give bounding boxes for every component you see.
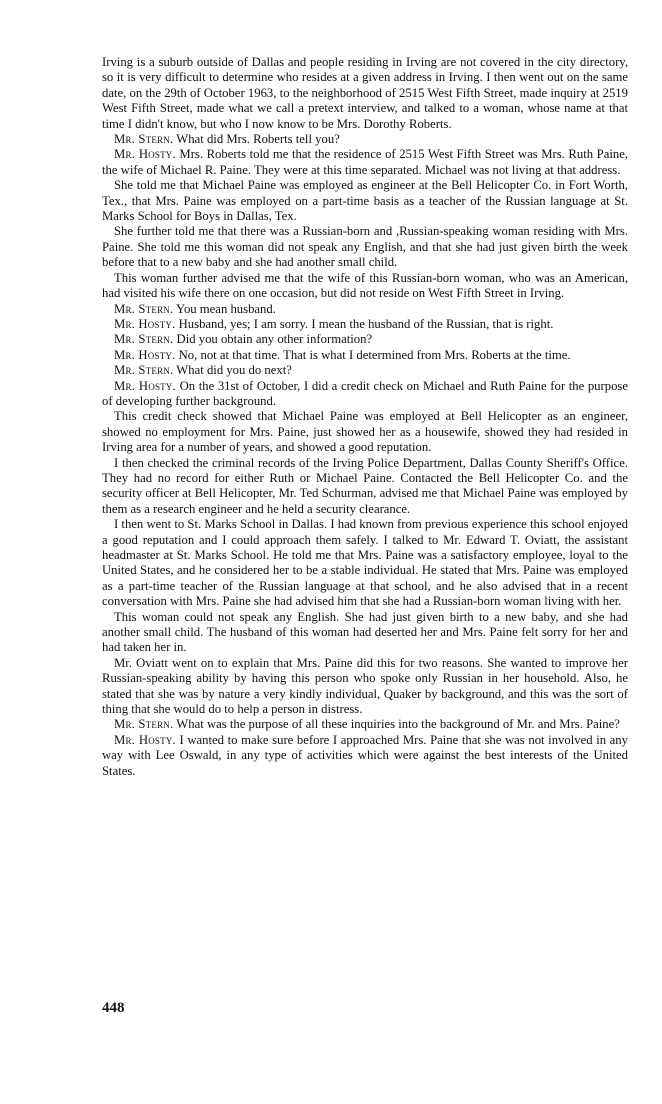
- text-paragraph: [102, 456, 628, 518]
- text-paragraph: [102, 224, 628, 270]
- paragraph-text: Irving is a suburb outside of Dallas and people residing in Irving are not covered in the city directory, so it is very difficult to determine who resides at a given address in Irving. I then went out on the same date, on the 29th of October 1963, to the neighborhood of 2515 West Fifth Street, made inquiry at 2519 West Fifth Street, made what we call a pretext interview, and talked to a woman, whose name at that time I didn't know, but who I now know to be Mrs. Dorothy Roberts.: [102, 55, 628, 131]
- text-paragraph: [102, 409, 628, 455]
- paragraph-text: You mean husband.: [173, 301, 276, 316]
- testimony-paragraph: [102, 733, 628, 779]
- speaker-label: Mr. Stern.: [114, 332, 174, 347]
- testimony-paragraph: [102, 302, 628, 317]
- text-paragraph: [102, 271, 628, 302]
- paragraph-text: Husband, yes; I am sorry. I mean the husband of the Russian, that is right.: [175, 316, 554, 331]
- speaker-label: Mr. Hosty.: [114, 347, 176, 362]
- paragraph-text: On the 31st of October, I did a credit check on Michael and Ruth Paine for the purpose of developing further background.: [102, 378, 629, 408]
- speaker-label: Mr. Hosty.: [114, 378, 176, 393]
- speaker-label: Mr. Hosty.: [114, 316, 176, 331]
- paragraph-text: Mrs. Roberts told me that the residence of 2515 West Fifth Street was Mrs. Ruth Paine, the wife of Michael R. Paine. They were at this time separated. Michael was not living at that address.: [102, 147, 628, 177]
- paragraph-text: Did you obtain any other information?: [173, 332, 373, 347]
- speaker-label: Mr. Stern.: [114, 363, 174, 378]
- testimony-paragraph: [102, 132, 628, 147]
- paragraph-text: What was the purpose of all these inquiries into the background of Mr. and Mrs. Paine?: [173, 717, 620, 732]
- speaker-label: Mr. Hosty.: [114, 147, 176, 162]
- speaker-label: Mr. Stern.: [114, 301, 174, 316]
- text-paragraph: [102, 610, 628, 656]
- document-body: [102, 55, 628, 779]
- paragraph-text: She further told me that there was a Russian-born and ,Russian-speaking woman residing with Mrs. Paine. She told me this woman did not speak any English, and that she had just given birth the week before that to a new baby and she had another small child.: [102, 224, 628, 270]
- text-paragraph: [102, 55, 628, 132]
- testimony-paragraph: [102, 147, 628, 178]
- paragraph-text: I then checked the criminal records of the Irving Police Department, Dallas County Sheriff's Office. They had no record for either Ruth or Michael Paine. Contacted the Bell Helicopter Co. and the security officer at Bell Helicopter, Mr. Ted Schurman, advised me that Michael Paine was employed by them as a research engineer and he held a security clearance.: [102, 455, 628, 516]
- paragraph-text: What did you do next?: [173, 363, 292, 378]
- testimony-paragraph: [102, 363, 628, 378]
- speaker-label: Mr. Hosty.: [114, 732, 176, 747]
- text-paragraph: [102, 656, 628, 718]
- page-number: 448: [102, 1000, 125, 1016]
- speaker-label: Mr. Stern.: [114, 717, 174, 732]
- paragraph-text: I then went to St. Marks School in Dallas. I had known from previous experience this school enjoyed a good reputation and I could approach them safely. I talked to Mr. Edward T. Oviatt, the assistant headmaster at St. Marks School. He told me that Mrs. Paine was a satisfactory employee, loyal to the United States, and he considered her to be a stable individual. He stated that Mrs. Paine was employed as a part-time teacher of the Russian language at that school, and he also advised that in a recent conversation with Mrs. Paine she had advised him that she had a Russian-born woman living with her.: [102, 517, 628, 609]
- text-paragraph: [102, 517, 628, 609]
- paragraph-text: This credit check showed that Michael Paine was employed at Bell Helicopter as an engineer, showed no employment for Mrs. Paine, just showed her as a housewife, showed they had resided in Irving area for a number of years, and showed a good reputation.: [102, 409, 628, 455]
- paragraph-text: Mr. Oviatt went on to explain that Mrs. Paine did this for two reasons. She wanted to improve her Russian-speaking ability by having this person who spoke only Russian in her household. Also, he stated that she was by nature a very kindly individual, Quaker by background, and this was the sort of thing that she would do to help a person in distress.: [102, 655, 628, 717]
- paragraph-text: What did Mrs. Roberts tell you?: [173, 132, 340, 147]
- testimony-paragraph: [102, 332, 628, 347]
- paragraph-text: This woman could not speak any English. She had just given birth to a new baby, and she had another small child. The husband of this woman had deserted her and Mrs. Paine felt sorry for her and had taken her in.: [102, 609, 628, 655]
- text-paragraph: [102, 178, 628, 224]
- speaker-label: Mr. Stern.: [114, 132, 174, 147]
- testimony-paragraph: [102, 317, 628, 332]
- testimony-paragraph: [102, 717, 628, 732]
- paragraph-text: This woman further advised me that the wife of this Russian-born woman, who was an American, had visited his wife there on one occasion, but did not reside on West Fifth Street in Irving.: [102, 270, 628, 301]
- paragraph-text: I wanted to make sure before I approached Mrs. Paine that she was not involved in any way with Lee Oswald, in any type of activities which were against the best interests of the United States.: [102, 732, 628, 778]
- testimony-paragraph: [102, 379, 628, 410]
- paragraph-text: She told me that Michael Paine was employed as engineer at the Bell Helicopter Co. in Fort Worth, Tex., that Mrs. Paine was employed on a part-time basis as a teacher of the Russian language at St. Marks School for Boys in Dallas, Tex.: [102, 178, 628, 224]
- testimony-paragraph: [102, 348, 628, 363]
- paragraph-text: No, not at that time. That is what I determined from Mrs. Roberts at the time.: [175, 347, 571, 362]
